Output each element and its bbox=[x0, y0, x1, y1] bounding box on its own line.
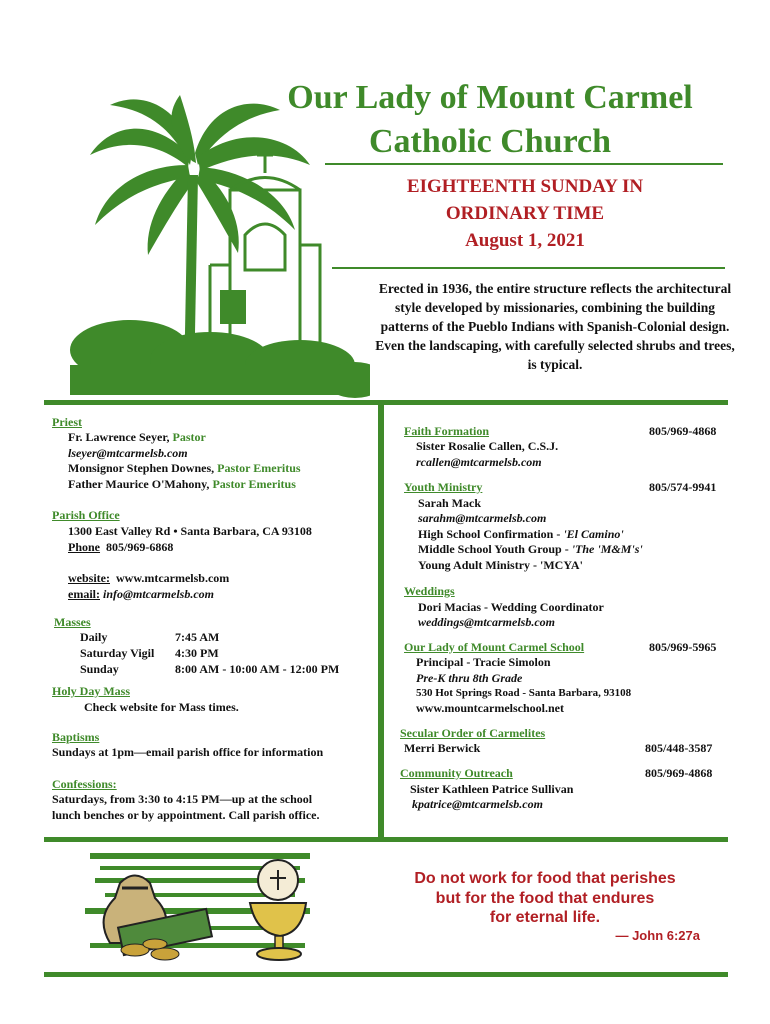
school-website[interactable]: www.mountcarmelschool.net bbox=[416, 701, 564, 715]
faith-formation-email[interactable]: rcallen@mtcarmelsb.com bbox=[416, 455, 542, 469]
youth-middle-school bbox=[418, 542, 643, 558]
school-grades: Pre-K thru 8th Grade bbox=[416, 671, 523, 685]
youth-ministry-phone: 805/574-9941 bbox=[649, 480, 717, 494]
youth-ministry-name: Sarah Mack bbox=[418, 496, 481, 510]
mass-row bbox=[80, 646, 154, 662]
website-line bbox=[68, 571, 229, 587]
church-title bbox=[240, 76, 740, 164]
priest-heading: Priest bbox=[52, 415, 82, 429]
email-label: email: bbox=[68, 587, 100, 601]
faith-formation-heading: Faith Formation bbox=[404, 424, 489, 438]
liturgical-heading bbox=[330, 173, 720, 254]
frame-center-divider bbox=[378, 405, 384, 837]
weddings-email[interactable]: weddings@mtcarmelsb.com bbox=[418, 615, 555, 629]
mass-row bbox=[80, 630, 107, 646]
quote-line2: but for the food that endures bbox=[435, 889, 655, 907]
priest-3-role: Pastor Emeritus bbox=[212, 477, 296, 491]
masses-heading: Masses bbox=[54, 615, 91, 629]
carmelites-heading: Secular Order of Carmelites bbox=[400, 726, 546, 740]
mass-day: Daily bbox=[80, 630, 108, 644]
carmelites-name: Merri Berwick bbox=[404, 741, 481, 755]
frame-bottom-bar bbox=[44, 972, 728, 977]
youth-hs-name: 'El Camino' bbox=[563, 527, 624, 541]
sunday-line1: EIGHTEENTH SUNDAY IN bbox=[406, 176, 644, 197]
frame-middle-bar bbox=[44, 837, 728, 842]
outreach-heading: Community Outreach bbox=[400, 766, 513, 780]
mass-time: 4:30 PM bbox=[175, 646, 219, 660]
confessions-heading: Confessions: bbox=[52, 777, 117, 791]
outreach-phone: 805/969-4868 bbox=[645, 766, 713, 780]
priest-3-name: Father Maurice O'Mahony, bbox=[68, 477, 210, 491]
parish-office-heading: Parish Office bbox=[52, 508, 120, 522]
church-title-line2: Catholic Church bbox=[368, 123, 612, 160]
baptisms-heading: Baptisms bbox=[52, 730, 100, 744]
outreach-name: Sister Kathleen Patrice Sullivan bbox=[410, 782, 574, 796]
faith-formation-phone: 805/969-4868 bbox=[649, 424, 717, 438]
youth-ms-name: 'The 'M&M's' bbox=[571, 542, 643, 556]
email-line bbox=[68, 587, 214, 603]
youth-young-adult: Young Adult Ministry - 'MCYA' bbox=[418, 558, 583, 572]
header-divider-bottom bbox=[332, 267, 725, 269]
money-and-chalice-illustration bbox=[80, 848, 350, 966]
quote-line3: for eternal life. bbox=[489, 909, 601, 926]
youth-ministry-heading: Youth Ministry bbox=[404, 480, 483, 494]
priest-2-role: Pastor Emeritus bbox=[217, 461, 301, 475]
priest-1-role: Pastor bbox=[172, 430, 206, 444]
priest-2 bbox=[68, 461, 301, 477]
office-phone bbox=[68, 540, 173, 556]
youth-ministry-email[interactable]: sarahm@mtcarmelsb.com bbox=[418, 511, 547, 525]
school-principal: Principal - Tracie Simolon bbox=[416, 655, 551, 669]
holy-day-text: Check website for Mass times. bbox=[84, 700, 239, 714]
priest-1-email[interactable]: lseyer@mtcarmelsb.com bbox=[68, 446, 188, 460]
phone-label: Phone bbox=[68, 540, 101, 554]
baptisms-text: Sundays at 1pm—email parish office for information bbox=[52, 745, 324, 759]
youth-high-school bbox=[418, 527, 624, 543]
church-title-line1: Our Lady of Mount Carmel bbox=[287, 79, 693, 116]
mass-time: 8:00 AM - 10:00 AM - 12:00 PM bbox=[175, 662, 340, 676]
quote-line1: Do not work for food that perishes bbox=[414, 870, 676, 887]
school-phone: 805/969-5965 bbox=[649, 640, 717, 654]
priest-2-name: Monsignor Stephen Downes, bbox=[68, 461, 215, 475]
sunday-line2: ORDINARY TIME bbox=[445, 203, 605, 224]
mass-time: 7:45 AM bbox=[175, 630, 220, 644]
scripture-quote bbox=[380, 869, 710, 928]
website-label: website: bbox=[68, 571, 110, 585]
school-heading: Our Lady of Mount Carmel School bbox=[404, 640, 585, 654]
priest-1-name: Fr. Lawrence Seyer, bbox=[68, 430, 170, 444]
mass-row bbox=[80, 662, 119, 678]
faith-formation-name: Sister Rosalie Callen, C.S.J. bbox=[416, 439, 559, 453]
office-address: 1300 East Valley Rd • Santa Barbara, CA 93108 bbox=[68, 524, 312, 538]
phone-number: 805/969-6868 bbox=[106, 540, 174, 554]
mass-day: Saturday Vigil bbox=[80, 646, 155, 660]
scripture-citation: — John 6:27a bbox=[615, 928, 700, 943]
carmelites-phone: 805/448-3587 bbox=[645, 741, 713, 755]
holy-day-heading: Holy Day Mass bbox=[52, 684, 130, 698]
priest-1 bbox=[68, 430, 206, 446]
header-divider-top bbox=[325, 163, 723, 165]
history-blurb: Erected in 1936, the entire structure reflects the architectural style developed by missionaries, combining the building patterns of the Pueblo Indians with Spanish-Colonial design. Even the landscaping, with carefully selected shrubs and trees, is typical. bbox=[375, 281, 735, 372]
frame-top-bar bbox=[44, 400, 728, 405]
website-link[interactable]: www.mtcarmelsb.com bbox=[116, 571, 230, 585]
weddings-heading: Weddings bbox=[404, 584, 455, 598]
youth-hs-label: High School Confirmation - bbox=[418, 527, 564, 541]
confessions-line2: lunch benches or by appointment. Call parish office. bbox=[52, 808, 320, 822]
mass-day: Sunday bbox=[80, 662, 119, 676]
sunday-date: August 1, 2021 bbox=[465, 230, 585, 251]
weddings-name: Dori Macias - Wedding Coordinator bbox=[418, 600, 604, 614]
outreach-email[interactable]: kpatrice@mtcarmelsb.com bbox=[412, 797, 543, 811]
youth-ms-label: Middle School Youth Group - bbox=[418, 542, 572, 556]
school-address: 530 Hot Springs Road - Santa Barbara, 93108 bbox=[416, 687, 632, 699]
email-link[interactable]: info@mtcarmelsb.com bbox=[103, 587, 214, 601]
priest-3 bbox=[68, 477, 296, 493]
confessions-line1: Saturdays, from 3:30 to 4:15 PM—up at the school bbox=[52, 792, 313, 806]
